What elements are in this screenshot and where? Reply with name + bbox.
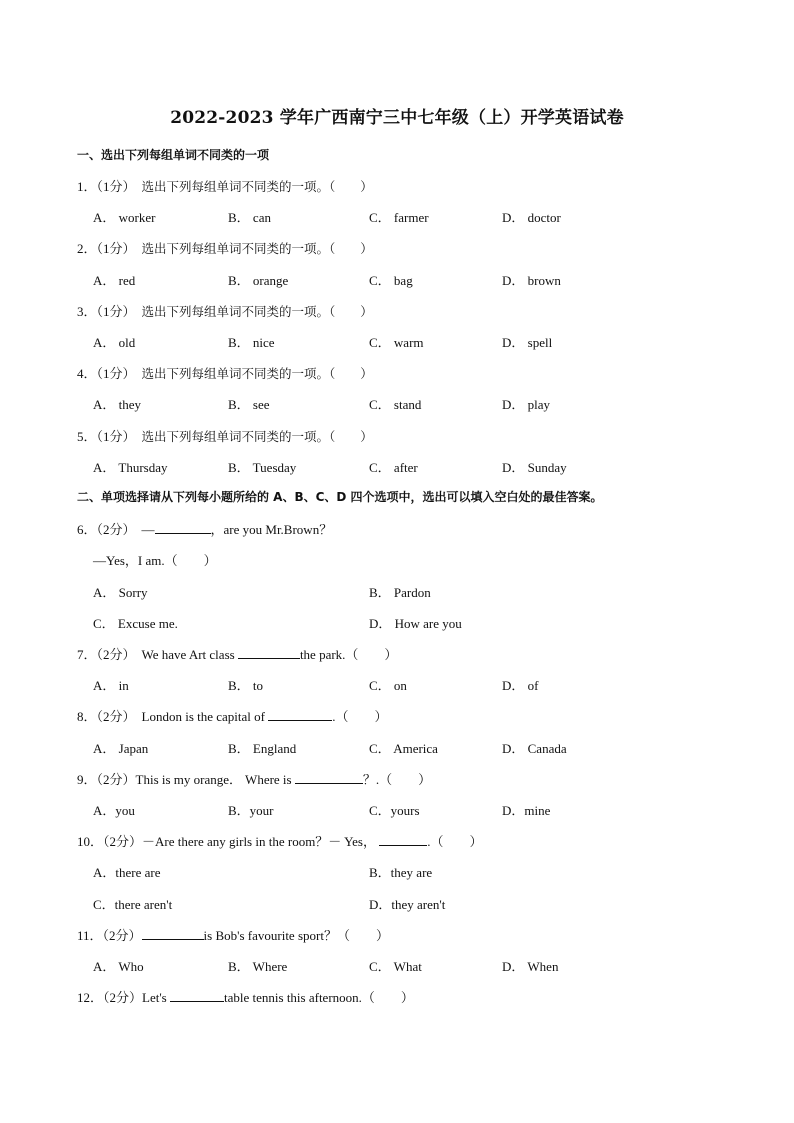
option-c: C． on: [369, 678, 407, 693]
question-stem-pre: —: [141, 522, 155, 537]
question-stem-post: ，are you Mr.Brown？: [210, 522, 333, 537]
option-a: A． old: [93, 335, 136, 350]
option-a: A． red: [93, 273, 136, 288]
question-stem: 选出下列每组单词不同类的一项。（ ）: [141, 179, 373, 194]
option-c: C． America: [369, 741, 438, 756]
option-d: D． How are you: [369, 616, 462, 631]
answer-blank: [295, 771, 363, 784]
question-number: 5．（1分）: [77, 429, 136, 444]
question-stem: 选出下列每组单词不同类的一项。（ ）: [141, 241, 373, 256]
option-b: B．they are: [369, 865, 433, 880]
question-number: 9．（2分）: [77, 772, 136, 787]
option-b: B． Tuesday: [228, 460, 297, 475]
option-a: A． in: [93, 678, 129, 693]
question-stem: 选出下列每组单词不同类的一项。（ ）: [141, 429, 373, 444]
question-number: 10．（2分）: [77, 834, 143, 849]
question-5: [77, 426, 373, 445]
option-b: B． Where: [228, 959, 288, 974]
question-stem-pre: We have Art class: [141, 647, 238, 662]
option-b: B． nice: [228, 335, 275, 350]
option-c: C． What: [369, 959, 422, 974]
option-c: C． farmer: [369, 210, 429, 225]
option-c: C． stand: [369, 397, 422, 412]
answer-blank: [268, 708, 332, 721]
question-number: 3．（1分）: [77, 304, 136, 319]
question-number: 11．（2分）: [77, 928, 142, 943]
question-number: 6．（2分）: [77, 522, 136, 537]
option-d: D． brown: [502, 273, 561, 288]
option-d: D． When: [502, 959, 559, 974]
question-number: 1．（1分）: [77, 179, 136, 194]
answer-blank: [170, 989, 224, 1002]
question-stem-pre: Let's: [142, 990, 170, 1005]
question-7: [77, 644, 397, 663]
option-b: B． to: [228, 678, 264, 693]
question-stem-pre: －Are there any girls in the room？－ Yes，: [142, 834, 380, 849]
option-d: D． Sunday: [502, 460, 567, 475]
option-d: D．they aren't: [369, 897, 446, 912]
answer-blank: [238, 646, 300, 659]
option-b: B． can: [228, 210, 271, 225]
question-stem-post: .（ ）: [427, 834, 483, 849]
option-a: A． worker: [93, 210, 156, 225]
question-10: [77, 831, 483, 850]
section-heading-2: 二、单项选择请从下列每小题所给的 A、B、C、D 四个选项中，选出可以填入空白处的最佳答案。: [77, 490, 603, 504]
question-number: 12．（2分）: [77, 990, 143, 1005]
question-12: [77, 987, 414, 1006]
question-9: [77, 769, 431, 788]
question-4: [77, 363, 373, 382]
option-b: B． see: [228, 397, 270, 412]
question-number: 4．（1分）: [77, 366, 136, 381]
option-b: B．your: [228, 803, 274, 818]
question-stem-post: table tennis this afternoon.（ ）: [224, 990, 414, 1005]
question-stem-post: .（ ）: [332, 709, 388, 724]
option-c: C．there aren't: [93, 897, 173, 912]
question-stem-post: is Bob's favourite sport？（ ）: [203, 928, 389, 943]
answer-blank: [142, 927, 204, 940]
option-a: A． Japan: [93, 741, 149, 756]
option-d: D．mine: [502, 803, 551, 818]
question-number: 8．（2分）: [77, 709, 136, 724]
option-c: C． bag: [369, 273, 413, 288]
option-a: A．there are: [93, 865, 161, 880]
question-stem-post: the park.（ ）: [299, 647, 398, 662]
question-stem: 选出下列每组单词不同类的一项。（ ）: [141, 304, 373, 319]
option-d: D． spell: [502, 335, 553, 350]
option-d: D． of: [502, 678, 539, 693]
question-8: [77, 706, 388, 725]
option-a: A． they: [93, 397, 142, 412]
option-a: A． Thursday: [93, 460, 168, 475]
question-stem: 选出下列每组单词不同类的一项。（ ）: [141, 366, 373, 381]
option-c: C． warm: [369, 335, 424, 350]
question-stem-pre: This is my orange． Where is: [135, 772, 295, 787]
option-a: A． Who: [93, 959, 144, 974]
option-d: D． doctor: [502, 210, 561, 225]
option-a: A．you: [93, 803, 135, 818]
option-a: A． Sorry: [93, 585, 148, 600]
option-b: B． Pardon: [369, 585, 431, 600]
option-d: D． play: [502, 397, 551, 412]
question-3: [77, 301, 373, 320]
question-6-line-2: —Yes，I am.（ ）: [93, 553, 217, 568]
option-c: C．yours: [369, 803, 420, 818]
question-1: [77, 176, 373, 195]
question-stem-pre: London is the capital of: [141, 709, 269, 724]
answer-blank: [379, 833, 427, 846]
section-heading-1: 一、选出下列每组单词不同类的一项: [77, 148, 270, 162]
question-6: [77, 519, 332, 538]
question-2: [77, 238, 373, 257]
question-number: 2．（1分）: [77, 241, 136, 256]
option-b: B． orange: [228, 273, 289, 288]
question-11: [77, 925, 389, 944]
answer-blank: [155, 521, 211, 534]
page-title: 2022-2023 学年广西南宁三中七年级（上）开学英语试卷: [170, 108, 624, 128]
option-c: C． after: [369, 460, 418, 475]
option-d: D． Canada: [502, 741, 567, 756]
option-b: B． England: [228, 741, 297, 756]
question-stem-post: ？.（ ）: [362, 772, 432, 787]
option-c: C． Excuse me.: [93, 616, 178, 631]
question-number: 7．（2分）: [77, 647, 136, 662]
